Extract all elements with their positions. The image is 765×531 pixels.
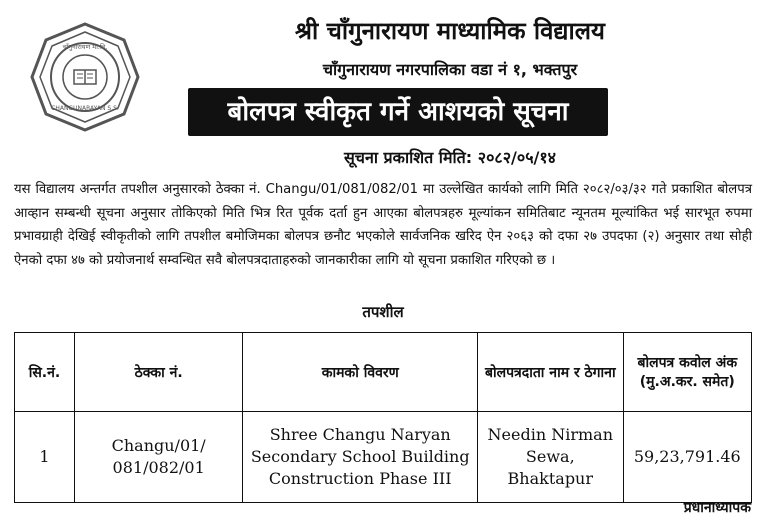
signature-principal: प्रधानाध्यापक bbox=[683, 500, 751, 516]
cell-contract-no: Changu/01/ 081/082/01 bbox=[74, 412, 243, 503]
logo-text-bottom: CHANGUNARAYAN S.S. bbox=[51, 105, 119, 112]
school-address: चाँगुनारायण नगरपालिका वडा नं १, भक्तपुर bbox=[322, 60, 578, 79]
notice-paragraph: यस विद्यालय अन्तर्गत तपशील अनुसारको ठेक्का नं. Changu/01/081/082/01 मा उल्लेखित कार्यको लागि मिति २०८२/०३/३२ गते प्रकाशित बोलपत्र आव्हान सम्बन्धी सूचना अनुसार तोकिएको मिति भित्र रित पूर्वक दर्ता हुन आएका बोलपत्रहरु मूल्यांकन समितिबाट न्यूनतम मूल्यांकित भई सारभूत रुपमा प्रभावग्राही देखिई स्वीकृतीको लागि तपशील बमोजिमका बोलपत्र छनौट भएकोले सार्वजनिक खरिद ऐन २०६३ को दफा २७ उपदफा (२) अनुसार तथा सोही ऐनको दफा ४७ को प्रयोजनार्थ सम्वन्धित सवै बोलपत्रदाताहरुको जानकारीका लागि यो सूचना प्रकाशित गरिएको छ । bbox=[14, 182, 752, 268]
header-bidder: बोलपत्रदाता नाम र ठेगाना bbox=[478, 333, 624, 412]
header-description: कामको विवरण bbox=[243, 333, 478, 412]
school-emblem-icon bbox=[30, 22, 140, 132]
header-amount: बोलपत्र कवोल अंक (मु.अ.कर. समेत) bbox=[623, 333, 751, 412]
notice-title: बोलपत्र स्वीकृत गर्ने आशयको सूचना bbox=[188, 88, 608, 136]
table-caption: तपशील bbox=[362, 303, 404, 321]
details-table bbox=[14, 332, 752, 503]
cell-description: Shree Changu Naryan Secondary School Building Construction Phase III bbox=[243, 412, 478, 503]
header-contract-no: ठेक्का नं. bbox=[74, 333, 243, 412]
logo-text-top: चाँगुनारायण मा.वि. bbox=[62, 43, 108, 51]
table-header-row bbox=[15, 333, 752, 412]
cell-amount: 59,23,791.46 bbox=[623, 412, 751, 503]
cell-sn: 1 bbox=[15, 412, 75, 503]
published-date: सूचना प्रकाशित मिति: २०८२/०५/१४ bbox=[343, 148, 556, 167]
table-row bbox=[15, 412, 752, 503]
header-sn: सि.नं. bbox=[15, 333, 75, 412]
school-name: श्री चाँगुनारायण माध्यामिक विद्यालय bbox=[295, 17, 605, 45]
cell-bidder: Needin Nirman Sewa, Bhaktapur bbox=[478, 412, 624, 503]
